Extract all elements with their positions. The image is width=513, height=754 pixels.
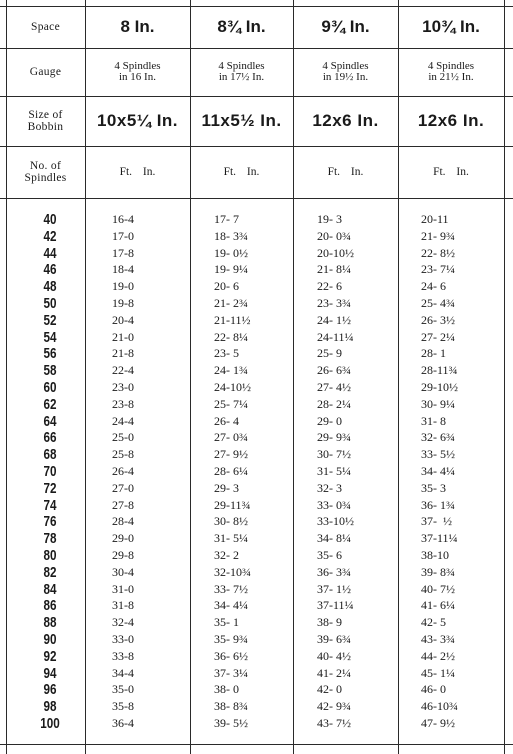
table-cell: 27- 4½	[317, 380, 351, 394]
table-cell: 23- 3¾	[317, 296, 351, 310]
table-cell: 19-0	[112, 279, 134, 294]
table-cell: 26- 6¾	[317, 363, 351, 378]
table-cell: 29- 0	[317, 413, 342, 428]
table-cell: 21- 2¾	[214, 296, 248, 310]
gauge-line: in 19½ In.	[322, 71, 369, 83]
table-cell: 23-0	[112, 380, 134, 394]
space-value: 8 In.	[120, 17, 155, 36]
bobbin-label-line: Size of	[28, 109, 63, 121]
table-cell: 28- 1	[421, 346, 446, 361]
spindles-label-line: No. of	[29, 160, 62, 172]
spindle-count: 52	[43, 311, 57, 329]
table-cell: 33-8	[112, 648, 134, 663]
table-cell: 38-10	[421, 548, 449, 562]
table-cell: 35-8	[112, 699, 134, 714]
table-cell: 26-4	[112, 464, 134, 478]
bobbin-value: 10x5¼ In.	[96, 111, 179, 130]
space-value: 9¾ In.	[321, 17, 370, 36]
table-cell: 34- 4¼	[214, 598, 248, 613]
table-cell: 39- 6¾	[317, 632, 351, 646]
header-divider	[0, 198, 513, 199]
table-cell: 37- ½	[421, 514, 452, 529]
table-cell: 21-0	[112, 329, 134, 344]
table-cell: 25- 7¼	[214, 396, 248, 411]
table-cell: 34- 4¼	[421, 464, 455, 478]
spindle-count: 46	[43, 261, 57, 279]
table-cell: 29-8	[112, 548, 134, 562]
spindle-count: 94	[43, 664, 57, 682]
bobbin-label-line: Bobbin	[27, 121, 64, 133]
table-cell: 36- 6½	[214, 648, 248, 663]
space-label: Space	[31, 21, 60, 33]
table-cell: 26- 4	[214, 413, 239, 428]
gauge-value	[398, 48, 504, 96]
table-cell: 36- 3¾	[317, 564, 351, 579]
gauge-line: 4 Spindles	[322, 60, 369, 72]
spindle-count: 56	[43, 345, 57, 363]
bobbin-value: 12x6 In.	[417, 111, 485, 130]
table-cell: 18- 3¾	[214, 228, 248, 243]
table-cell: 35-0	[112, 682, 134, 697]
table-cell: 30- 8½	[214, 514, 248, 529]
spindle-count: 80	[43, 547, 57, 564]
table-cell: 35- 3	[421, 480, 446, 495]
spindle-count: 54	[43, 328, 57, 346]
table-cell: 26- 3½	[421, 312, 455, 327]
table-cell: 46- 0	[421, 682, 446, 697]
table-cell: 31- 8	[421, 413, 446, 428]
table-cell: 42- 9¾	[317, 699, 351, 714]
table-cell: 38- 8¾	[214, 699, 248, 714]
table-cell: 19- 0½	[214, 245, 248, 260]
table-cell: 24-4	[112, 413, 134, 428]
table-cell: 29- 3	[214, 480, 239, 495]
spindle-count: 98	[43, 698, 57, 716]
gauge-line: in 17½ In.	[218, 71, 265, 83]
table-cell: 36-4	[112, 716, 134, 730]
spindle-count: 88	[43, 614, 57, 632]
table-cell: 42- 0	[317, 682, 342, 697]
table-cell: 30-4	[112, 564, 134, 579]
table-cell: 43- 3¾	[421, 632, 455, 646]
table-cell: 21- 8¼	[317, 262, 351, 277]
spindle-count: 64	[43, 412, 57, 430]
table-cell: 27- 9½	[214, 447, 248, 462]
table-cell: 20-4	[112, 312, 134, 327]
unit-header: Ft. In.	[119, 166, 156, 178]
table-cell: 32- 6¾	[421, 430, 455, 445]
table-cell: 32- 3	[317, 480, 342, 495]
table-cell: 20-11	[421, 212, 449, 226]
spindles-label-line: Spindles	[24, 172, 67, 184]
spindle-count: 50	[43, 295, 57, 312]
gauge-value	[293, 48, 398, 96]
table-cell: 35- 1	[214, 615, 239, 630]
table-cell: 17-0	[112, 228, 134, 243]
table-cell: 28-11¾	[421, 363, 458, 378]
spindle-count: 68	[43, 446, 57, 464]
table-cell: 33-0	[112, 632, 134, 646]
gauge-value	[85, 48, 190, 96]
table-cell: 37- 1½	[317, 581, 351, 596]
spindle-count: 44	[43, 244, 57, 262]
table-cell: 38- 0	[214, 682, 239, 697]
table-cell: 24-11¼	[317, 329, 354, 344]
gauge-line: 4 Spindles	[218, 60, 265, 72]
table-cell: 27-8	[112, 497, 134, 512]
table-cell: 36- 1¾	[421, 497, 455, 512]
table-cell: 22- 8½	[421, 245, 455, 260]
table-cell: 34- 8¼	[317, 531, 351, 546]
table-cell: 23-8	[112, 396, 134, 411]
table-cell: 45- 1¼	[421, 665, 455, 680]
table-cell: 25-0	[112, 430, 134, 445]
table-cell: 40- 4½	[317, 648, 351, 663]
table-cell: 24- 1½	[317, 312, 351, 327]
spindle-count: 62	[43, 395, 57, 413]
gauge-line: 4 Spindles	[427, 60, 475, 72]
gauge-line: in 16 In.	[119, 71, 156, 83]
table-cell: 19- 9¼	[214, 262, 248, 277]
table-cell: 19- 3	[317, 212, 342, 226]
table-cell: 20-10½	[317, 245, 354, 260]
table-cell: 37- 3¼	[214, 665, 248, 680]
table-cell: 18-4	[112, 262, 134, 277]
table-cell: 41- 2¼	[317, 665, 351, 680]
spindle-count: 48	[43, 278, 57, 296]
table-cell: 24- 6	[421, 279, 446, 294]
table-cell: 16-4	[112, 212, 134, 226]
table-cell: 41- 6¼	[421, 598, 455, 613]
spindle-count: 72	[43, 479, 57, 497]
table-cell: 20- 6	[214, 279, 239, 294]
space-value: 8¾ In.	[217, 17, 266, 36]
table-cell: 29-10½	[421, 380, 458, 394]
table-cell: 28- 2¼	[317, 396, 351, 411]
table-cell: 33-10½	[317, 514, 354, 529]
spindle-count: 60	[43, 379, 57, 396]
table-cell: 29-0	[112, 531, 134, 546]
table-cell: 39- 5½	[214, 716, 248, 730]
table-cell: 31-0	[112, 581, 134, 596]
table-cell: 28- 6¼	[214, 464, 248, 478]
spindle-count: 90	[43, 631, 57, 648]
table-cell: 37-11¼	[317, 598, 354, 613]
table-cell: 32-4	[112, 615, 134, 630]
table-cell: 21-11½	[214, 312, 251, 327]
table-cell: 27-0	[112, 480, 134, 495]
table-border-bottom	[0, 744, 513, 745]
table-cell: 24-10½	[214, 380, 251, 394]
spindle-count: 58	[43, 362, 57, 380]
spindle-count: 40	[43, 211, 57, 228]
table-cell: 22- 8¼	[214, 329, 248, 344]
spindles-label	[6, 146, 85, 198]
unit-header: Ft. In.	[327, 166, 364, 178]
table-border-right	[504, 0, 505, 754]
unit-header: Ft. In.	[433, 166, 469, 178]
table-cell: 46-10¾	[421, 699, 458, 714]
table-cell: 35- 6	[317, 548, 342, 562]
spindle-count: 76	[43, 513, 57, 531]
spindle-count: 96	[43, 681, 57, 699]
spindle-count: 92	[43, 647, 57, 665]
table-cell: 43- 7½	[317, 716, 351, 730]
table-cell: 38- 9	[317, 615, 342, 630]
table-cell: 37-11¼	[421, 531, 458, 546]
table-cell: 28-4	[112, 514, 134, 529]
table-cell: 22-4	[112, 363, 134, 378]
spindle-count: 78	[43, 530, 57, 548]
table-cell: 44- 2½	[421, 648, 455, 663]
table-cell: 23- 7¼	[421, 262, 455, 277]
spindle-count: 86	[43, 597, 57, 615]
table-cell: 25- 4¾	[421, 296, 455, 310]
table-cell: 32- 2	[214, 548, 239, 562]
table-cell: 17- 7	[214, 212, 239, 226]
table-cell: 23- 5	[214, 346, 239, 361]
table-cell: 29- 9¾	[317, 430, 351, 445]
table-cell: 22- 6	[317, 279, 342, 294]
table-cell: 30- 9¼	[421, 396, 455, 411]
table-cell: 30- 7½	[317, 447, 351, 462]
table-cell: 29-11¾	[214, 497, 251, 512]
bobbin-label	[6, 96, 85, 146]
table-cell: 33- 0¾	[317, 497, 351, 512]
table-cell: 25-8	[112, 447, 134, 462]
spindle-count: 66	[43, 429, 57, 447]
gauge-line: in 21½ In.	[428, 71, 474, 83]
table-cell: 40- 7½	[421, 581, 455, 596]
table-cell: 27- 2¼	[421, 329, 455, 344]
table-cell: 34-4	[112, 665, 134, 680]
table-cell: 33- 5½	[421, 447, 455, 462]
table-cell: 31- 5¼	[214, 531, 248, 546]
table-cell: 31- 5¼	[317, 464, 351, 478]
spindle-count: 74	[43, 496, 57, 514]
space-value: 10¾ In.	[422, 17, 480, 36]
table-cell: 39- 8¾	[421, 564, 455, 579]
table-cell: 32-10¾	[214, 564, 251, 579]
table-cell: 20- 0¾	[317, 228, 351, 243]
table-cell: 47- 9½	[421, 716, 455, 730]
table-cell: 19-8	[112, 296, 134, 310]
spindle-count: 84	[43, 580, 57, 598]
gauge-line: 4 Spindles	[114, 60, 161, 72]
spindle-count: 42	[43, 227, 57, 245]
spindle-count: 100	[40, 715, 60, 732]
table-cell: 17-8	[112, 245, 134, 260]
table-cell: 21- 9¾	[421, 228, 455, 243]
spindle-count: 70	[43, 463, 57, 480]
table-cell: 42- 5	[421, 615, 446, 630]
bobbin-value: 11x5½ In.	[201, 111, 282, 130]
table-cell: 35- 9¾	[214, 632, 248, 646]
gauge-value	[190, 48, 293, 96]
unit-header: Ft. In.	[223, 166, 260, 178]
table-cell: 21-8	[112, 346, 134, 361]
table-cell: 33- 7½	[214, 581, 248, 596]
table-cell: 27- 0¾	[214, 430, 248, 445]
table-cell: 24- 1¾	[214, 363, 248, 378]
table-cell: 31-8	[112, 598, 134, 613]
spindle-count: 82	[43, 563, 57, 581]
bobbin-value: 12x6 In.	[312, 111, 379, 130]
table-cell: 25- 9	[317, 346, 342, 361]
gauge-label: Gauge	[29, 66, 62, 78]
